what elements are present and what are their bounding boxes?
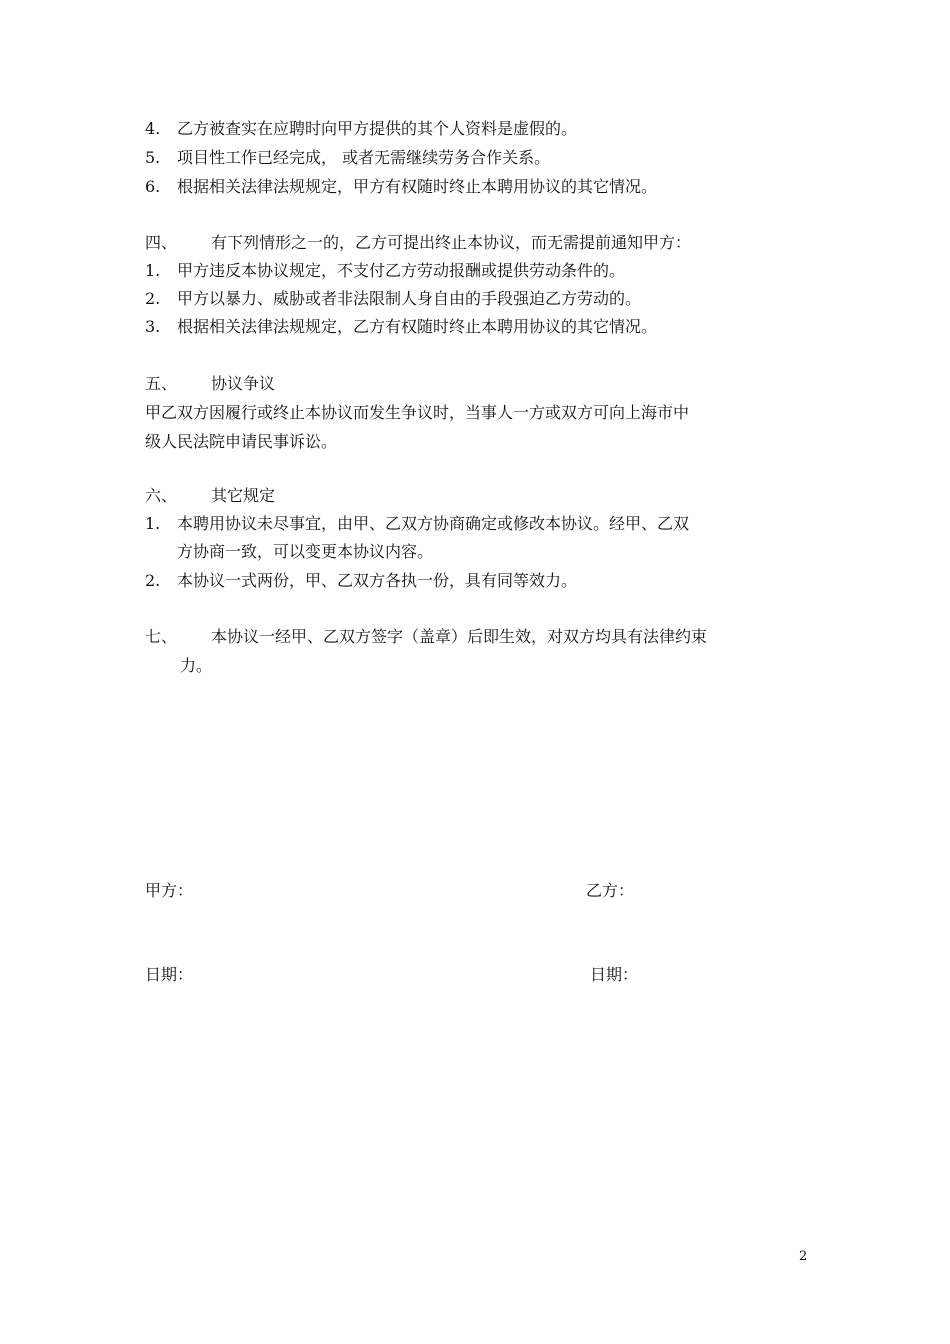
paragraph-line: 甲乙双方因履行或终止本协议而发生争议时，当事人一方或双方可向上海市中 [145,403,690,422]
date-a-label: 日期： [145,965,194,984]
item-continuation: 方协商一致，可以变更本协议内容。 [177,542,434,561]
section-continuation: 力。 [180,656,213,675]
list-item [145,261,625,281]
item-text: 根据相关法律法规规定，乙方有权随时终止本聘用协议的其它情况。 [177,317,658,336]
section-text: 本协议一经甲、乙双方签字（盖章）后即生效，对双方均具有法律约束 [211,627,708,646]
item-text: 根据相关法律法规规定，甲方有权随时终止本聘用协议的其它情况。 [177,177,658,196]
item-text: 本协议一式两份，甲、乙双方各执一份，具有同等效力。 [177,571,578,590]
list-item [145,317,657,337]
item-number: 1. [145,261,161,280]
page-number: 2 [799,1249,808,1264]
list-item [145,571,577,591]
section-number: 四、 [145,233,178,252]
party-a-label: 甲方： [145,881,194,900]
item-number: 4. [145,119,161,138]
section-number: 六、 [145,486,178,505]
item-text: 本聘用协议未尽事宜，由甲、乙双方协商确定或修改本协议。经甲、乙双 [177,514,690,533]
date-b-label: 日期： [590,965,639,984]
item-number: 5. [145,148,161,167]
section-title: 其它规定 [211,486,276,505]
list-item [145,289,641,309]
section-number: 五、 [145,374,178,393]
section-heading [145,233,691,253]
section-heading [145,374,275,394]
section-number: 七、 [145,627,178,646]
section-title: 有下列情形之一的，乙方可提出终止本协议，而无需提前通知甲方： [211,233,692,252]
item-number: 2. [145,289,161,308]
item-text: 甲方以暴力、威胁或者非法限制人身自由的手段强迫乙方劳动的。 [177,289,642,308]
item-number: 6. [145,177,161,196]
item-text: 项目性工作已经完成， 或者无需继续劳务合作关系。 [177,148,551,167]
item-number: 3. [145,317,161,336]
item-text: 乙方被查实在应聘时向甲方提供的其个人资料是虚假的。 [177,119,578,138]
paragraph-line: 级人民法院申请民事诉讼。 [145,432,338,451]
item-number: 2. [145,571,161,590]
list-item [145,119,577,139]
party-b-label: 乙方： [586,881,635,900]
section-heading [145,486,275,506]
item-number: 1. [145,514,161,533]
item-text: 甲方违反本协议规定，不支付乙方劳动报酬或提供劳动条件的。 [177,261,626,280]
list-item [145,514,689,534]
section-heading [145,627,707,647]
list-item [145,148,550,168]
section-title: 协议争议 [211,374,276,393]
list-item [145,177,657,197]
